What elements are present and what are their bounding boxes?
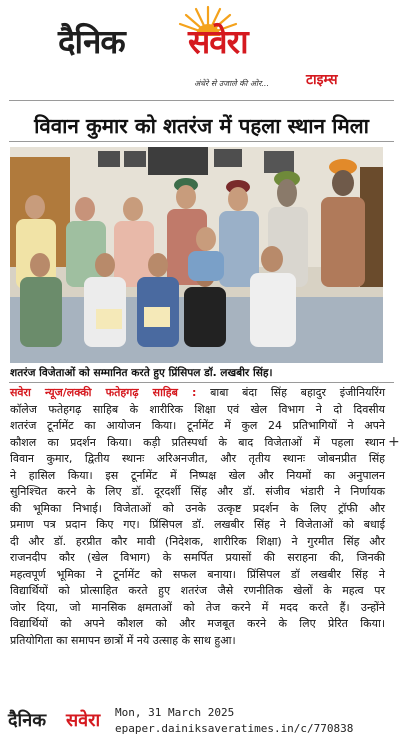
article-line-3: शतरंज टूर्नामेंट का आयोजन किया। टूर्नामेंट में कुल 24 प्रतिभागियों ने अपने bbox=[10, 419, 385, 432]
article-body bbox=[10, 385, 385, 649]
article-line-10: दी और डॉ. हरप्रीत कौर मावी (निदेशक, शारीरिक शिक्षा) ने गुरमीत सिंह और bbox=[10, 534, 385, 548]
article-line-1: सवेरा न्यूज/लक्की फतेहगढ़ साहिब : बाबा बंदा सिंह बहादुर इंजीनियरिंग bbox=[10, 386, 386, 399]
footer-date: Mon, 31 March 2025 bbox=[115, 706, 235, 719]
masthead-tagline: अंधेरे से उजाले की ओर... bbox=[194, 79, 270, 88]
article-line-8: की भूमिका निभाई। विजेताओं को उनके उत्कृष्ट प्रदर्शन के लिए ट्रॉफी और bbox=[10, 501, 385, 515]
masthead bbox=[0, 0, 403, 98]
footer-logo-savera: सवेरा bbox=[66, 710, 101, 731]
article-line-15: विद्यार्थियों को अपने कौशल को और मजबूत करने के लिए प्रेरित किया। bbox=[10, 617, 385, 630]
logo-wordmark-times: टाइम्स bbox=[306, 72, 338, 88]
article-line-2: कॉलेज फतेहगढ़ साहिब के शारीरिक शिक्षा एवं खेल विभाग ने दो दिवसीय bbox=[10, 402, 385, 416]
divider-below-headline bbox=[9, 141, 394, 142]
article-line-7: सुनिश्चित करने के लिए डॉ. दूरदर्शी सिंह और डॉ. संजीव भंडारी ने निर्णायक bbox=[10, 485, 385, 498]
article-line-14: जोर दिया, जो मानसिक क्षमताओं को तेज करने में मदद करते हैं। उन्होंने bbox=[10, 600, 385, 614]
divider-top bbox=[9, 100, 394, 101]
footer-url[interactable]: epaper.dainiksaveratimes.in/c/770838 bbox=[115, 722, 354, 735]
photo-caption: शतरंज विजेताओं को सम्मानित करते हुए प्रिंसिपल डॉ. लखबीर सिंह। bbox=[10, 367, 273, 379]
article-headline: विवान कुमार को शतरंज में पहला स्थान मिला bbox=[34, 114, 369, 138]
article-line-13: विद्यार्थियों को प्रोत्साहित करते हुए शतरंज जैसे रणनीतिक खेलों के महत्व पर bbox=[10, 584, 385, 597]
article-line-9: प्रमाण पत्र प्रदान किए गए। प्रिंसिपल डॉ. लखबीर सिंह ने विजेताओं को बधाई bbox=[10, 518, 385, 531]
article-line-11: राजनदीप कौर (खेल विभाग) के समर्पित प्रयासों की सराहना की, जिनकी bbox=[10, 551, 385, 564]
article-line-12: महत्वपूर्ण भूमिका ने टूर्नामेंट को सफल बनाया। प्रिंसिपल डॉ लखबीर सिंह ने bbox=[10, 567, 385, 581]
footer-logo-dainik: दैनिक bbox=[8, 710, 47, 731]
news-photo bbox=[10, 147, 383, 363]
article-dateline: सवेरा न्यूज/लक्की फतेहगढ़ साहिब : bbox=[10, 386, 197, 399]
logo-wordmark-savera: सवेरा bbox=[188, 22, 248, 61]
article-line-16: प्रतियोगिता का समापन छात्रों में नये उत्साह के साथ हुआ। bbox=[10, 633, 236, 647]
divider-below-caption bbox=[9, 382, 394, 383]
article-line-5: विवान कुमार, द्वितीय स्थानः अरिअनजीत, और तृतीय स्थानः जोबनप्रीत सिंह bbox=[10, 452, 385, 465]
plus-icon[interactable]: + bbox=[388, 434, 400, 450]
page-footer bbox=[0, 700, 403, 743]
article-line-4: कौशल का प्रदर्शन किया। कड़ी प्रतिस्पर्धा के बाद विजेताओं में पहला स्थान bbox=[10, 435, 385, 449]
logo-wordmark-dainik: दैनिक bbox=[58, 22, 125, 61]
article-line-6: ने हासिल किया। इस टूर्नामेंट में निष्पक्ष खेल और नियमों का अनुपालन bbox=[10, 468, 385, 482]
